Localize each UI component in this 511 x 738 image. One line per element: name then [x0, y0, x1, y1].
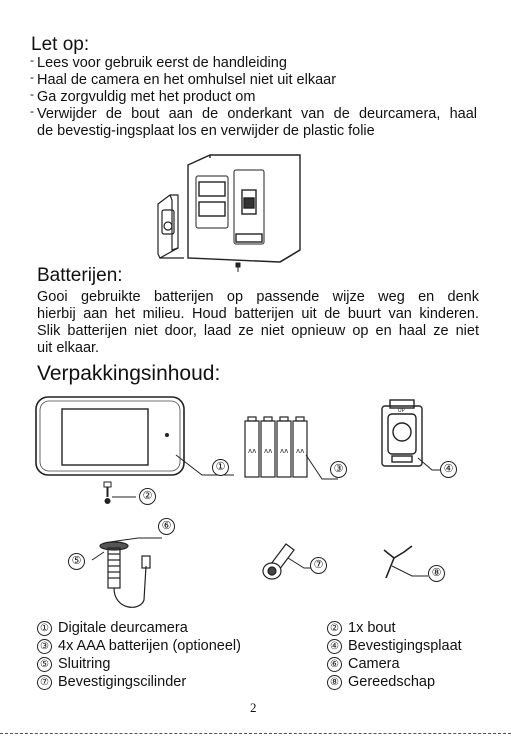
note-item: - Ga zorgvuldig met het product om	[30, 87, 256, 105]
svg-text:ʌʌ: ʌʌ	[296, 447, 305, 455]
legend-item: ⑧ Gereedschap	[327, 673, 497, 691]
callout-7: ⑦	[310, 557, 327, 574]
callout-5: ⑤	[68, 553, 85, 570]
batteries-text	[37, 289, 479, 357]
legend-item: ① Digitale deurcamera	[37, 619, 317, 637]
camera-back-illustration	[188, 155, 300, 262]
batteries-line: uit elkaar.	[37, 340, 100, 356]
note-item: - Haal de camera en het omhulsel niet uit elkaar	[30, 70, 337, 88]
svg-text:ʌʌ: ʌʌ	[280, 447, 289, 455]
svg-text:UP: UP	[398, 408, 405, 414]
contents-legend-right	[327, 619, 497, 691]
batteries-line: Gooi gebruikte batterijen op passende wijze weg en denk	[37, 289, 479, 305]
note-title: Let op:	[31, 34, 90, 55]
legend-item: ⑥ Camera	[327, 655, 497, 673]
page-divider	[0, 733, 511, 734]
batteries-title: Batterijen:	[37, 265, 123, 286]
note-list	[30, 53, 477, 140]
callout-1: ①	[212, 459, 229, 476]
contents-title: Verpakkingsinhoud:	[37, 362, 221, 385]
note-item-continuation: de bevestig-ingsplaat los en verwijder de plastic folie	[37, 123, 375, 139]
callout-6: ⑥	[158, 518, 175, 535]
legend-item: ② 1x bout	[327, 619, 497, 637]
mounting-plate-illustration	[158, 195, 184, 258]
page-number: 2	[250, 700, 257, 715]
callout-8: ⑧	[428, 565, 445, 582]
bolt-illustration	[100, 482, 140, 508]
assembly-illustration	[150, 150, 350, 275]
batteries-line: Slik batterijen niet door, laad ze niet opnieuw op en haal ze niet	[37, 323, 479, 339]
callout-2: ②	[139, 488, 156, 505]
batteries-line: hierbij aan het milieu. Houd batterijen uit de buurt van kinderen.	[37, 306, 479, 322]
svg-text:ʌʌ: ʌʌ	[248, 447, 257, 455]
contents-legend-left	[37, 619, 317, 691]
note-item: - Verwijder de bout aan de onderkant van de deurcamera, haal	[30, 104, 477, 122]
note-item: - Lees voor gebruik eerst de handleiding	[30, 53, 287, 71]
legend-item: ⑤ Sluitring	[37, 655, 317, 673]
callout-3: ③	[330, 461, 347, 478]
legend-item: ③ 4x AAA batterijen (optioneel)	[37, 637, 317, 655]
batteries-illustration	[240, 415, 340, 487]
camera-illustration	[90, 530, 170, 620]
legend-item: ⑦ Bevestigingscilinder	[37, 673, 317, 691]
legend-item: ④ Bevestigingsplaat	[327, 637, 497, 655]
callout-4: ④	[440, 461, 457, 478]
bolt-small-icon	[236, 263, 240, 272]
svg-text:ʌʌ: ʌʌ	[264, 447, 273, 455]
